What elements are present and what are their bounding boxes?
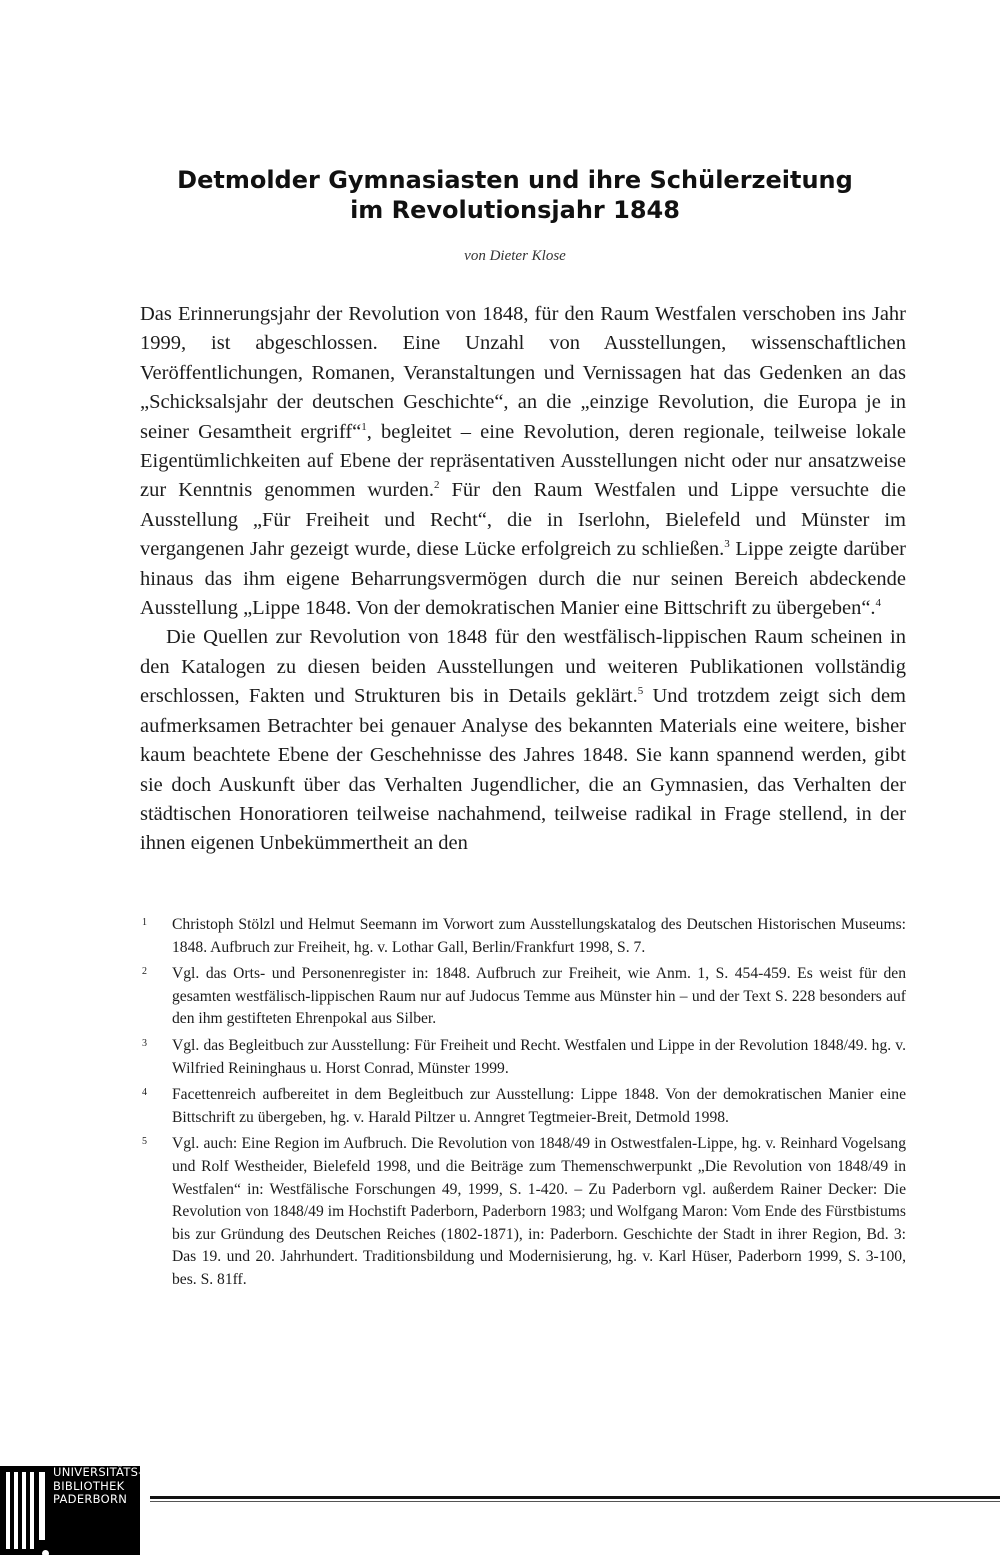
footnote-ref-1: 1 [361,420,367,433]
footnote-number: 2 [142,966,147,978]
footnote-number: 3 [142,1037,147,1049]
page-bottom-rule [150,1496,1000,1499]
footnote [140,1035,906,1080]
footnote [140,1133,906,1291]
article-title [150,165,880,225]
footnote-text: Christoph Stölzl und Helmut Seemann im Vorwort zum Ausstellungskatalog des Deutschen Historischen Museums: 1848. Aufbruch zur Freiheit, hg. v. Lothar Gall, Berlin/Frankfurt 1998, S. 7. [172,916,906,956]
article-author: von Dieter Klose [464,248,566,264]
footnote-text: Vgl. das Begleitbuch zur Ausstellung: Für Freiheit und Recht. Westfalen und Lippe in der Revolution 1848/49. hg. v. Wilfried Reininghaus u. Horst Conrad, Münster 1999. [172,1036,906,1077]
footnote [140,963,906,1031]
footnote-ref-5: 5 [637,685,644,698]
footnote-text: Vgl. auch: Eine Region im Aufbruch. Die Revolution von 1848/49 in Ostwestfalen-Lippe, hg. v. Reinhard Vogelsang und Rolf Westheider, Bielefeld 1998, und die Beiträge zum Themenschwerpunkt „Die Revolution von 1848/49 in Westfalen“ in: Westfälische Forschungen 49, 1999, S. 1-420. – Zu Paderborn vgl. außerdem Rainer Decker: Die Revolution von 1848/49 im Hochstift Paderborn, Paderborn 1983; und Wolfgang Maron: Vom Ende des Fürstbistums bis zur Gründung des Deutschen Reiches (1802-1871), in: Paderborn. Geschichte der Stadt in ihrer Region, Bd. 3: Das 19. und 20. Jahrhundert. Traditionsbildung und Modernisierung, hg. v. Karl Hüser, Paderborn 1999, S. 3-100, bes. S. 81ff. [172,1135,906,1288]
footnote-number: 4 [142,1087,147,1099]
library-logo-text: UNIVERSITÄTS- BIBLIOTHEK PADERBORN [53,1465,143,1506]
library-logo [0,1465,143,1555]
footnote-ref-3: 3 [724,538,730,551]
paragraph-2: Die Quellen zur Revolution von 1848 für den westfälisch-lippischen Raum scheinen in den Katalogen zu diesen beiden Ausstellungen und weiteren Publikationen vollständig erschlossen, Fakten und Strukturen bis in Details geklärt.$^5$ Und trotzdem zeigt sich dem aufmerksamen Betrachter bei genauer Analyse des bekannten Materials eine weitere, bisher kaum beachtete Ebene der Geschehnisse des Jahres 1848. Sie kann spannend werden, gibt sie doch Auskunft über das Verhalten Jugendlicher, die an Gymnasien, das Verhalten der städtischen Honoratioren teilweise nachahmend, teilweise radikal in Frage stellend, in der ihnen eigenen Unbekümmertheit an den [140,626,906,855]
footnote-text: Facettenreich aufbereitet in dem Begleitbuch zur Ausstellung: Lippe 1848. Von der demokratischen Manier eine Bittschrift zu übergeben, hg. v. Harald Piltzer u. Anngret Tegtmeier-Breit, Detmold 1998. [172,1086,906,1126]
body-text [140,300,906,859]
footnotes [140,914,906,1296]
footnote [140,1084,906,1129]
library-logo-bars-icon [6,1472,46,1549]
paragraph-1: Das Erinnerungsjahr der Revolution von 1848, für den Raum Westfalen verschoben ins Jahr 1999, ist abgeschlossen. Eine Unzahl von Ausstellungen, wissenschaftlichen Veröffentlichungen, Romanen, Veranstaltungen und Vernissagen hat das Gedenken an das „Schicksalsjahr der deutschen Geschichte“, an die „einzige Revolution, die Europa je in seiner Gesamtheit ergriff“$^1$, begleitet – eine Revolution, deren regionale, teilweise lokale Eigentümlichkeiten auf Ebene der repräsentativen Ausstellungen nicht oder nur ansatzweise zur Kenntnis genommen wurden.$^2$ Für den Raum Westfalen und Lippe versuchte die Ausstellung „Für Freiheit und Recht“, die in Iserlohn, Bielefeld und Münster im vergangenen Jahr gezeigt wurde, diese Lücke erfolgreich zu schließen.$^3$ Lippe zeigte darüber hinaus das ihm eigene Beharrungsvermögen durch die nur seinen Bereich abdeckende Ausstellung „Lippe 1848. Von der demokratischen Manier eine Bittschrift zu übergeben“.$^4$ [140,303,906,620]
page-bottom-rule-thin [150,1501,1000,1502]
footnote-number: 5 [142,1136,147,1148]
article-title-line2: im Revolutionsjahr 1848 [350,196,680,224]
footnote-ref-2: 2 [433,479,440,492]
footnote-text: Vgl. das Orts- und Personenregister in: 1848. Aufbruch zur Freiheit, wie Anm. 1, S. 454-459. Es weist für den gesamten westfälisch-lippischen Raum nur auf Judocus Temme aus Münster hin – und der Text S. 228 besonders auf den ihm gestifteten Ehrenpokal aus Silber. [172,965,906,1028]
article-title-line1: Detmolder Gymnasiasten und ihre Schülerzeitung [177,166,853,194]
footnote [140,914,906,959]
footnote-ref-4: 4 [875,597,882,610]
footnote-number: 1 [142,917,147,928]
